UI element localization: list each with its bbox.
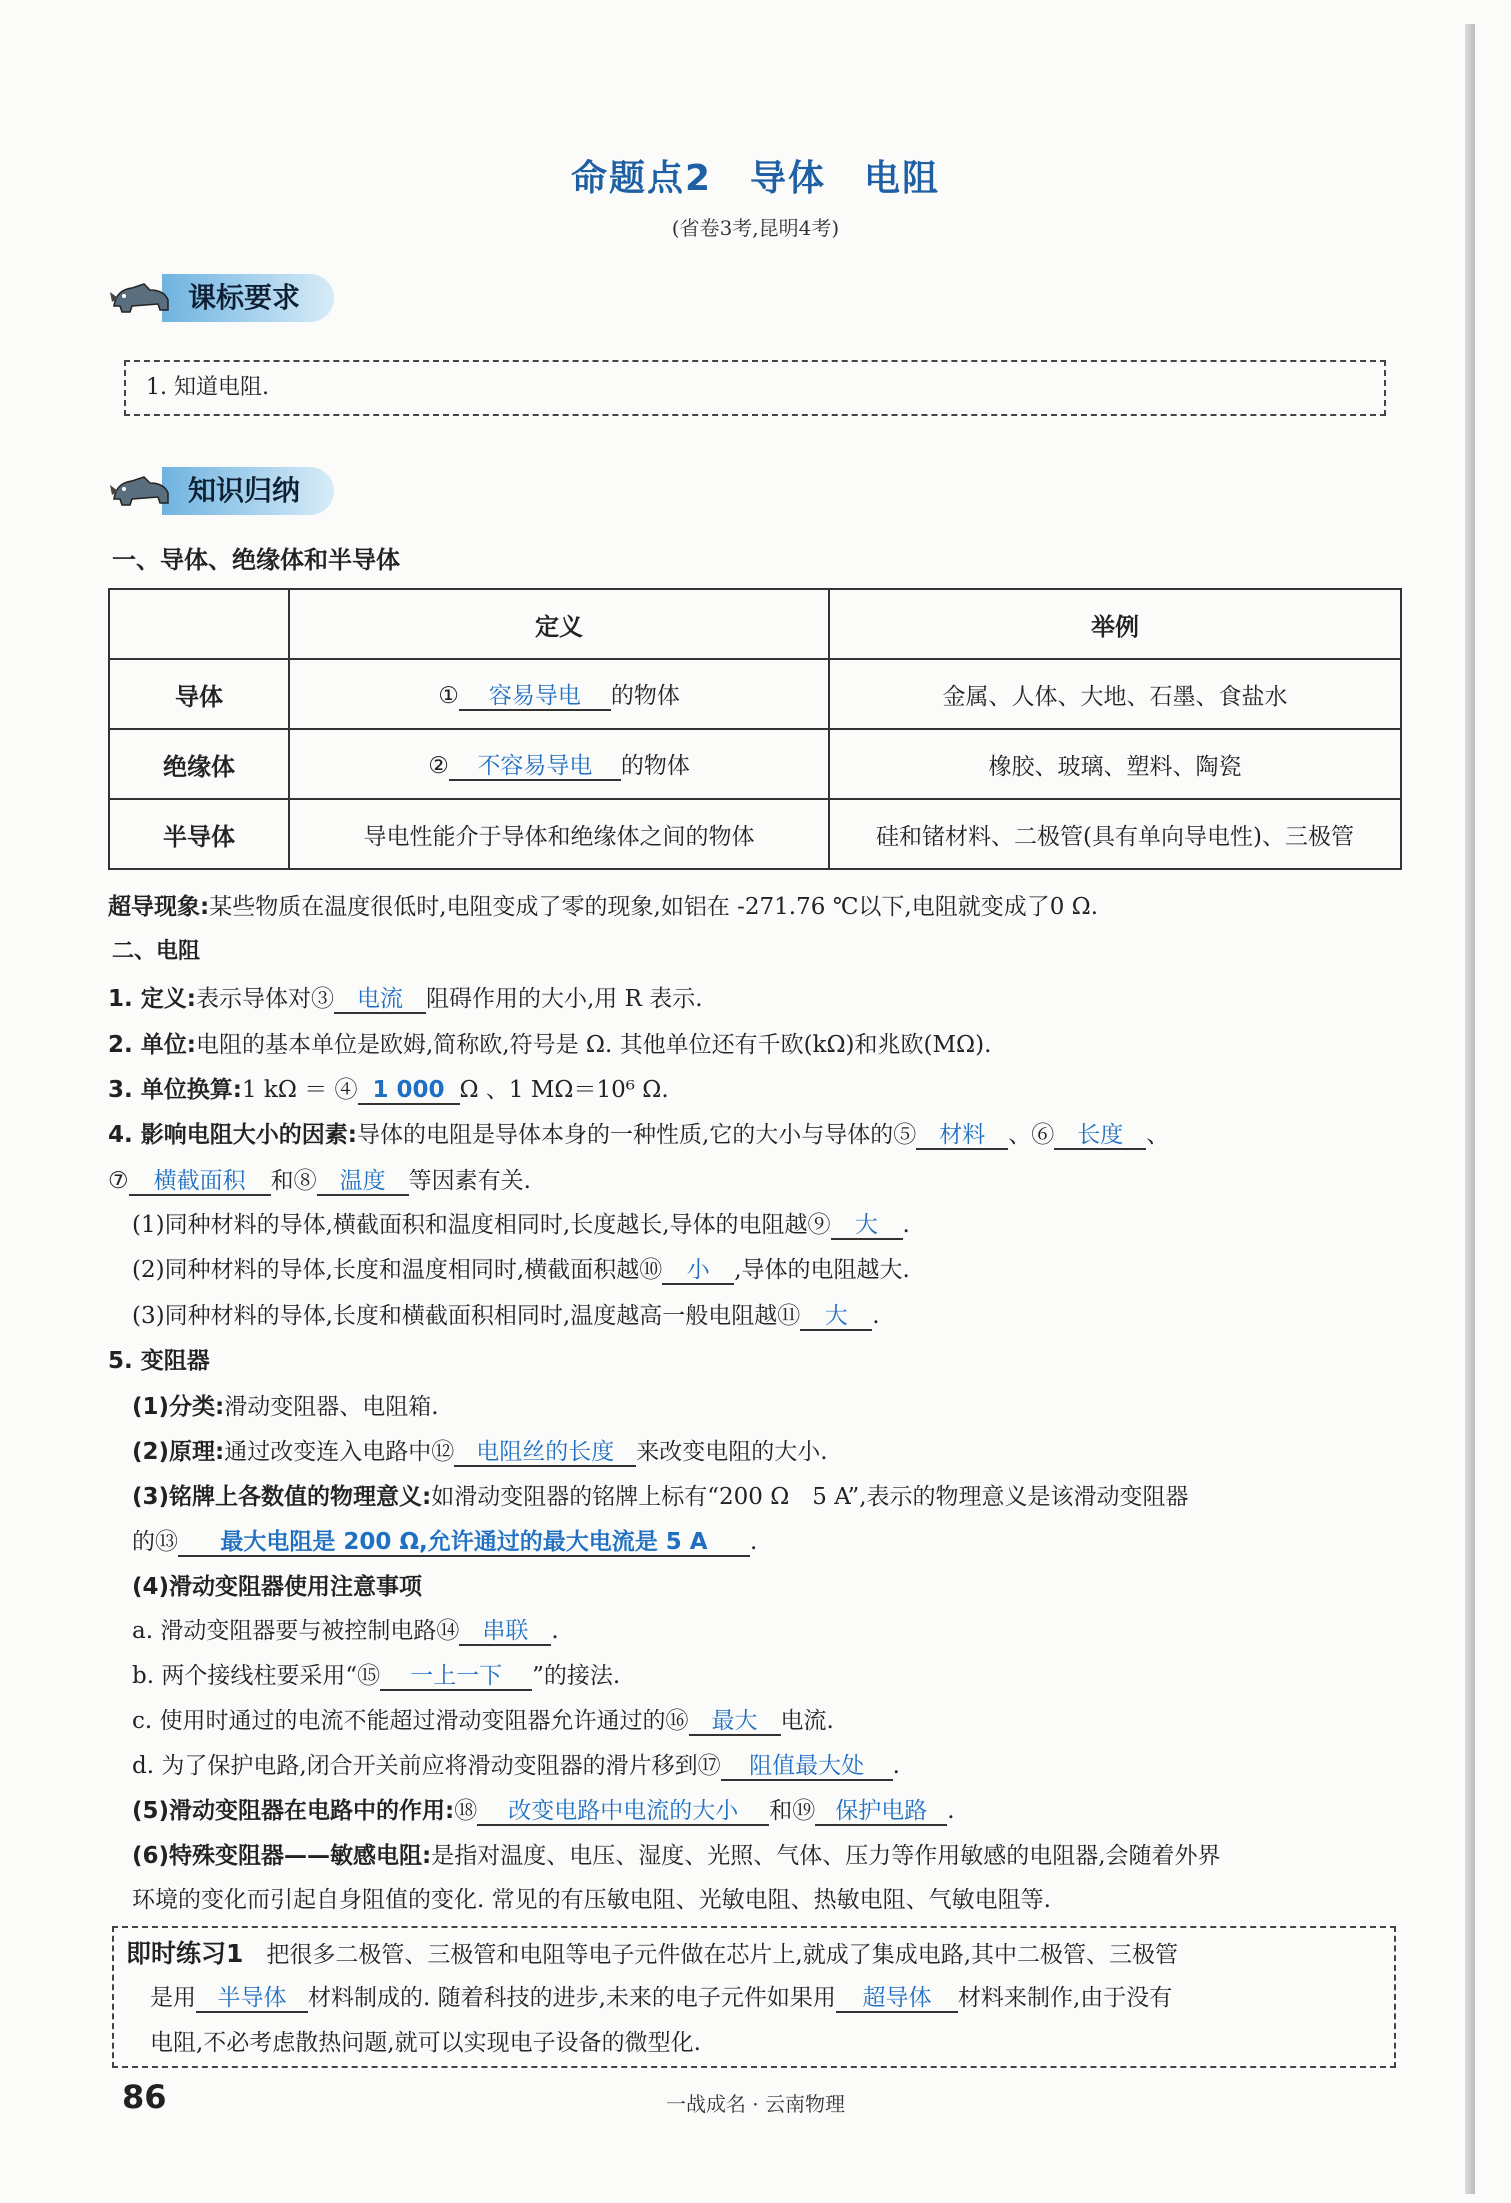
- table-header-cell: 定义: [289, 589, 829, 659]
- answer-blank: 半导体: [196, 1986, 308, 2013]
- row-example: 硅和锗材料、二极管(具有单向导电性)、三极管: [829, 799, 1401, 869]
- practice-line-2: [150, 1979, 1172, 2013]
- text: a. 滑动变阻器要与被控制电路⑭: [132, 1618, 460, 1644]
- item-label: 1. 定义:: [108, 986, 196, 1012]
- answer-blank: 电阻丝的长度: [454, 1440, 636, 1467]
- table-row: [109, 799, 1401, 869]
- item-label: 4. 影响电阻大小的因素:: [108, 1122, 357, 1148]
- section2-title: 二、电阻: [112, 939, 201, 964]
- row-name: 绝缘体: [109, 729, 289, 799]
- answer-blank: 大: [831, 1213, 903, 1240]
- answer-blank: 超导体: [836, 1986, 958, 2013]
- v1-line: [132, 1388, 439, 1421]
- page-title: 命题点2 导体 电阻: [570, 158, 941, 199]
- answer-blank: 改变电路中电流的大小: [477, 1799, 769, 1826]
- text: ”的接法.: [532, 1663, 621, 1689]
- definition-suffix: 的物体: [610, 682, 680, 709]
- text: 如滑动变阻器的铭牌上标有“200 Ω 5 A”,表示的物理意义是该滑动变阻器: [431, 1484, 1189, 1510]
- superconduct-label: 超导现象:: [108, 894, 210, 920]
- text: 材料制成的. 随着科技的进步,未来的电子元件如果用: [308, 1985, 836, 2011]
- answer-blank: 容易导电: [459, 684, 611, 711]
- text: 的⑬: [132, 1529, 178, 1555]
- text: .: [872, 1303, 880, 1329]
- v6-line: [132, 1837, 1221, 1870]
- text: 电流.: [780, 1708, 834, 1734]
- blank-number: ①: [438, 682, 459, 709]
- v3-line: [132, 1478, 1189, 1511]
- vc-line: [132, 1702, 834, 1736]
- answer-blank: 串联: [459, 1619, 551, 1646]
- answer-blank: 阻值最大处: [721, 1754, 893, 1781]
- row-definition: 导电性能介于导体和绝缘体之间的物体: [289, 799, 829, 869]
- text: 阻碍作用的大小,用 R 表示.: [425, 986, 703, 1012]
- answer-blank: 一上一下: [380, 1664, 532, 1691]
- row-example: 金属、人体、大地、石墨、食盐水: [829, 659, 1401, 729]
- book-footer: 一战成名 · 云南物理: [665, 2092, 846, 2116]
- row-definition: [289, 659, 829, 729]
- answer-blank: 保护电路: [815, 1799, 947, 1826]
- v6-line-2: [132, 1881, 1051, 1914]
- answer-blank: 不容易导电: [449, 754, 621, 781]
- item-label: (3)铭牌上各数值的物理意义:: [132, 1484, 432, 1510]
- text: 1 kΩ ＝ ④: [241, 1077, 358, 1103]
- item5-line: [108, 1342, 210, 1375]
- text: 导体的电阻是导体本身的一种性质,它的大小与导体的⑤: [356, 1122, 917, 1148]
- text: 表示导体对③: [195, 986, 334, 1012]
- sub2-line: [132, 1251, 910, 1285]
- table-row: [109, 659, 1401, 729]
- item3-line: [108, 1071, 669, 1105]
- text: ,导体的电阻越大.: [734, 1257, 910, 1283]
- item-label: 5. 变阻器: [108, 1348, 210, 1374]
- text: 电阻,不必考虑散热问题,就可以实现电子设备的微型化.: [150, 2030, 701, 2056]
- text: ⑦: [108, 1168, 129, 1194]
- requirements-item: 1. 知道电阻.: [146, 375, 269, 400]
- item-label: (2)原理:: [132, 1439, 225, 1465]
- answer-blank: 温度: [317, 1169, 409, 1196]
- vd-line: [132, 1747, 900, 1781]
- requirements-badge: [110, 272, 334, 324]
- answer-blank: 材料: [916, 1123, 1008, 1150]
- text: 、⑥: [1008, 1122, 1055, 1148]
- table-row: [109, 729, 1401, 799]
- text: 是用: [150, 1985, 196, 2011]
- text: 材料来制作,由于没有: [957, 1985, 1173, 2011]
- text: 是指对温度、电压、湿度、光照、气体、压力等作用敏感的电阻器,会随着外界: [431, 1843, 1221, 1869]
- item-label: (4)滑动变阻器使用注意事项: [132, 1574, 423, 1600]
- page-edge: [1465, 24, 1475, 2194]
- conductor-table: [108, 588, 1402, 870]
- page-subtitle: (省卷3考,昆明4考): [671, 216, 840, 240]
- text: 和⑧: [270, 1168, 317, 1194]
- table-header-row: [109, 589, 1401, 659]
- text: 通过改变连入电路中⑫: [224, 1439, 455, 1465]
- text: 环境的变化而引起自身阻值的变化. 常见的有压敏电阻、光敏电阻、热敏电阻、气敏电阻等.: [132, 1887, 1051, 1913]
- va-line: [132, 1612, 559, 1646]
- item4-line: [108, 1116, 1169, 1150]
- row-name: 半导体: [109, 799, 289, 869]
- item-label: 3. 单位换算:: [108, 1077, 242, 1103]
- answer-blank: 大: [800, 1304, 872, 1331]
- section1-title: 一、导体、绝缘体和半导体: [112, 546, 400, 574]
- answer-blank: 长度: [1054, 1123, 1146, 1150]
- requirements-badge-label: 课标要求: [162, 274, 334, 322]
- text: Ω 、1 MΩ＝10⁶ Ω.: [459, 1077, 669, 1103]
- text: b. 两个接线柱要采用“⑮: [132, 1663, 381, 1689]
- answer-blank: 小: [662, 1258, 734, 1285]
- requirements-box: [124, 360, 1386, 416]
- practice-label: 即时练习1: [126, 1939, 244, 1968]
- superconduct-text: 某些物质在温度很低时,电阻变成了零的现象,如铝在 -271.76 ℃以下,电阻就变成了0 Ω.: [209, 894, 1099, 920]
- v2-line: [132, 1433, 828, 1467]
- vb-line: [132, 1657, 620, 1691]
- answer-blank: 最大电阻是 200 Ω,允许通过的最大电流是 5 A: [178, 1530, 750, 1557]
- rhino-icon: [110, 278, 172, 318]
- text: .: [551, 1618, 559, 1644]
- text: 电阻的基本单位是欧姆,简称欧,符号是 Ω. 其他单位还有千欧(kΩ)和兆欧(MΩ).: [195, 1032, 992, 1058]
- text: 滑动变阻器、电阻箱.: [224, 1394, 439, 1420]
- superconduct-line: [108, 888, 1098, 921]
- item-label: 2. 单位:: [108, 1032, 196, 1058]
- definition-suffix: 的物体: [620, 752, 690, 779]
- text: 和⑲: [769, 1798, 816, 1824]
- text: 等因素有关.: [408, 1168, 531, 1194]
- answer-blank: 最大: [689, 1709, 781, 1736]
- text: 来改变电阻的大小.: [636, 1439, 828, 1465]
- text: d. 为了保护电路,闭合开关前应将滑动变阻器的滑片移到⑰: [132, 1753, 721, 1779]
- page-number: 86: [122, 2078, 167, 2116]
- text: 、: [1146, 1122, 1170, 1148]
- text: 把很多二极管、三极管和电阻等电子元件做在芯片上,就成了集成电路,其中二极管、三极管: [266, 1942, 1179, 1968]
- item-label: (6)特殊变阻器——敏感电阻:: [132, 1843, 432, 1869]
- text: .: [902, 1212, 910, 1238]
- practice-line-1: [126, 1934, 1178, 1970]
- row-name: 导体: [109, 659, 289, 729]
- item-label: (5)滑动变阻器在电路中的作用:: [132, 1798, 455, 1824]
- item1-line: [108, 980, 703, 1014]
- table-header-cell: 举例: [829, 589, 1401, 659]
- sub1-line: [132, 1206, 910, 1240]
- blank-number: ②: [428, 752, 449, 779]
- answer-blank: 横截面积: [129, 1169, 271, 1196]
- text: .: [947, 1798, 955, 1824]
- text: ⑱: [454, 1798, 478, 1824]
- knowledge-badge-label: 知识归纳: [162, 467, 334, 515]
- text: .: [750, 1529, 758, 1555]
- v4-line: [132, 1568, 422, 1601]
- rhino-icon: [110, 471, 172, 511]
- item2-line: [108, 1026, 991, 1059]
- text: c. 使用时通过的电流不能超过滑动变阻器允许通过的⑯: [132, 1708, 689, 1734]
- answer-blank: 电流: [334, 987, 426, 1014]
- row-example: 橡胶、玻璃、塑料、陶瓷: [829, 729, 1401, 799]
- knowledge-badge: [110, 465, 334, 517]
- practice-line-3: [150, 2024, 701, 2057]
- text: (2)同种材料的导体,长度和温度相同时,横截面积越⑩: [132, 1257, 663, 1283]
- v5-line: [132, 1792, 955, 1826]
- item-label: (1)分类:: [132, 1394, 225, 1420]
- text: (3)同种材料的导体,长度和横截面积相同时,温度越高一般电阻越⑪: [132, 1303, 801, 1329]
- row-definition: [289, 729, 829, 799]
- text: .: [892, 1753, 900, 1779]
- v3-line-2: [132, 1523, 757, 1557]
- table-header-cell: [109, 589, 289, 659]
- sub3-line: [132, 1297, 880, 1331]
- answer-blank: 1 000: [358, 1078, 460, 1105]
- text: (1)同种材料的导体,横截面积和温度相同时,长度越长,导体的电阻越⑨: [132, 1212, 831, 1238]
- item4-line-2: [108, 1162, 531, 1196]
